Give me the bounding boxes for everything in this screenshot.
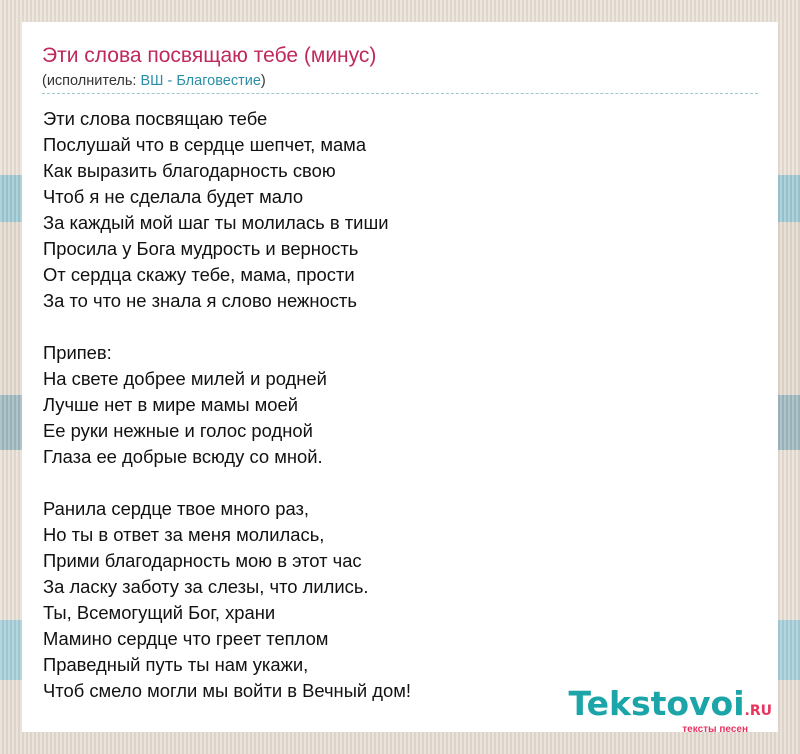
lyric-line: Ранила сердце твое много раз,	[43, 498, 310, 519]
logo-name: Tekstovoi	[568, 684, 745, 723]
lyric-line: Ты, Всемогущий Бог, храни	[43, 602, 276, 623]
logo-tld: .RU	[744, 703, 772, 719]
lyric-line: За то что не знала я слово нежность	[43, 290, 357, 311]
lyric-line: Прими благодарность мою в этот час	[43, 550, 362, 571]
lyric-line: Ее руки нежные и голос родной	[43, 420, 313, 441]
lyric-line: Чтоб я не сделала будет мало	[43, 186, 304, 207]
lyric-line: Лучше нет в мире мамы моей	[43, 394, 299, 415]
lyric-line: Глаза ее добрые всюду со мной.	[43, 446, 323, 467]
song-title: Эти слова посвящаю тебе (минус)	[42, 44, 377, 67]
lyric-blank-line	[43, 470, 411, 496]
title-divider	[42, 93, 758, 94]
lyric-line: От сердца скажу тебе, мама, прости	[43, 264, 355, 285]
artist-prefix: (исполнитель:	[42, 73, 141, 89]
lyric-line: Послушай что в сердце шепчет, мама	[43, 134, 367, 155]
lyric-line: Как выразить благодарность свою	[43, 160, 336, 181]
lyric-line: Припев:	[43, 342, 112, 363]
lyric-line: Но ты в ответ за меня молилась,	[43, 524, 325, 545]
artist-byline	[42, 73, 266, 89]
lyric-line: За ласку заботу за слезы, что лились.	[43, 576, 369, 597]
lyrics-text	[43, 106, 411, 704]
lyric-line: Праведный путь ты нам укажи,	[43, 654, 309, 675]
lyric-line: На свете добрее милей и родней	[43, 368, 327, 389]
artist-link[interactable]: ВШ - Благовестие	[140, 73, 261, 89]
lyric-line: Мамино сердце что греет теплом	[43, 628, 329, 649]
lyric-line: За каждый мой шаг ты молилась в тиши	[43, 212, 389, 233]
lyric-line: Чтоб смело могли мы войти в Вечный дом!	[43, 680, 412, 701]
lyric-line: Эти слова посвящаю тебе	[43, 108, 268, 129]
logo-tagline: тексты песен	[682, 724, 748, 735]
lyrics-card	[22, 22, 778, 732]
lyric-blank-line	[43, 314, 411, 340]
lyric-line: Просила у Бога мудрость и верность	[43, 238, 359, 259]
artist-suffix: )	[260, 73, 266, 89]
tekstovoi-logo[interactable]	[568, 686, 772, 735]
